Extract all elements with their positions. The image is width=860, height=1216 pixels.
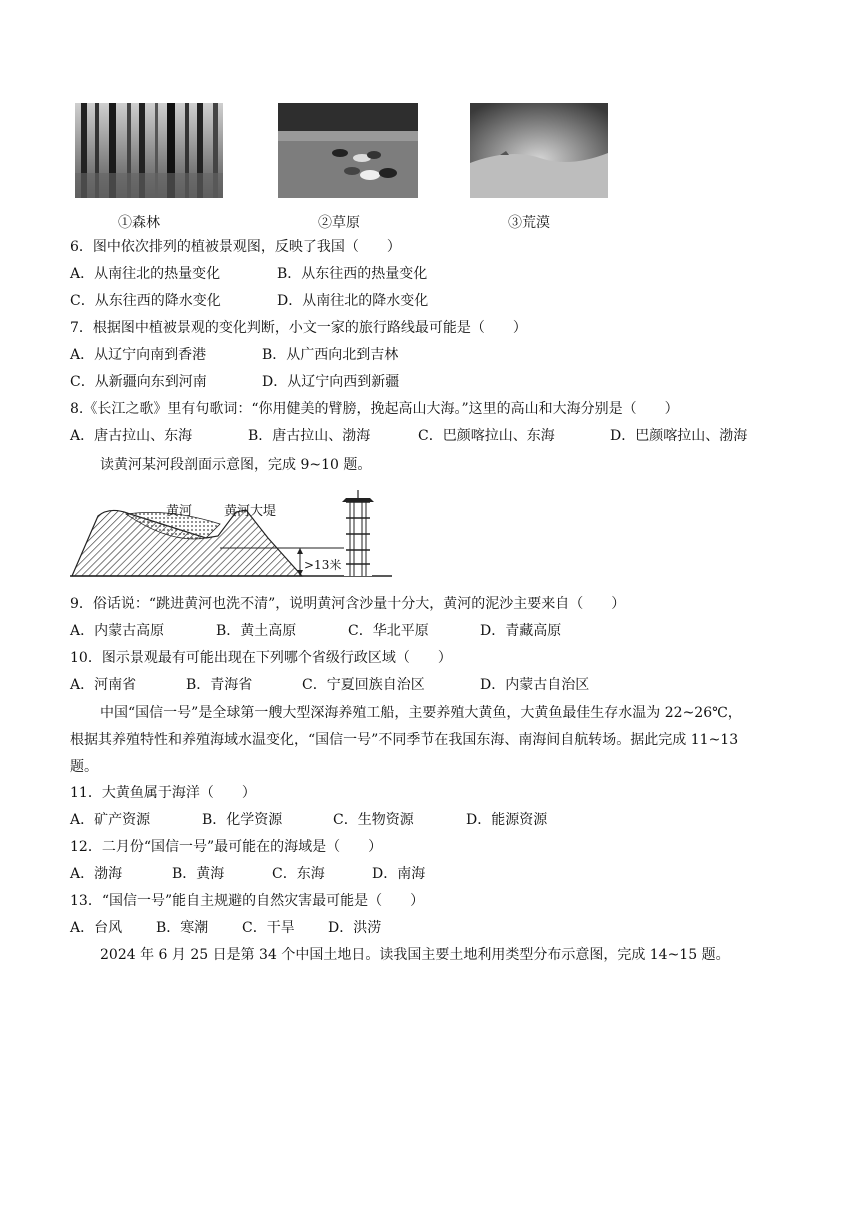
question-11-stem: 11．大黄鱼属于海洋（ ） xyxy=(70,785,256,801)
yellow-river-profile-figure xyxy=(70,488,400,582)
q7-option-d: D．从辽宁向西到新疆 xyxy=(262,374,400,390)
q13-option-d: D．洪涝 xyxy=(328,920,382,936)
question-6-stem: 6．图中依次排列的植被景观图，反映了我国（ ） xyxy=(70,239,401,255)
q9-option-c: C．华北平原 xyxy=(348,623,429,639)
desert-photo xyxy=(470,103,608,198)
q7-option-a: A．从辽宁向南到香港 xyxy=(70,347,207,363)
question-9-stem: 9．俗话说：“跳进黄河也洗不清”，说明黄河含沙量十分大，黄河的泥沙主要来自（ ） xyxy=(70,596,626,612)
q8-option-c: C．巴颜喀拉山、东海 xyxy=(418,428,555,444)
q12-option-b: B．黄海 xyxy=(172,866,225,882)
q9-option-a: A．内蒙古高原 xyxy=(70,623,165,639)
q10-option-c: C．宁夏回族自治区 xyxy=(302,677,425,693)
q13-option-c: C．干旱 xyxy=(242,920,295,936)
question-13-stem: 13．“国信一号”能自主规避的自然灾害最可能是（ ） xyxy=(70,893,425,909)
figure-label-levee: 黄河大堤 xyxy=(224,504,277,519)
photo-caption-forest: ①森林 xyxy=(118,215,160,231)
q11-option-a: A．矿产资源 xyxy=(70,812,151,828)
q6-option-c: C．从东往西的降水变化 xyxy=(70,293,221,309)
q8-option-d: D．巴颜喀拉山、渤海 xyxy=(610,428,748,444)
q6-option-b: B．从东往西的热量变化 xyxy=(277,266,428,282)
intro-14-15: 2024 年 6 月 25 日是第 34 个中国土地日。读我国主要土地利用类型分布示意图，完成 14~15 题。 xyxy=(100,947,730,963)
q9-option-b: B．黄土高原 xyxy=(216,623,297,639)
question-7-stem: 7．根据图中植被景观的变化判断，小文一家的旅行路线最可能是（ ） xyxy=(70,320,527,336)
figure-label-height: >13米 xyxy=(304,558,342,572)
q11-option-c: C．生物资源 xyxy=(333,812,414,828)
grassland-photo xyxy=(278,103,418,198)
figure-label-river: 黄河 xyxy=(166,504,193,519)
forest-photo xyxy=(75,103,223,198)
question-10-stem: 10．图示景观最有可能出现在下列哪个省级行政区域（ ） xyxy=(70,650,452,666)
q8-option-a: A．唐古拉山、东海 xyxy=(70,428,193,444)
q12-option-d: D．南海 xyxy=(372,866,426,882)
q6-option-a: A．从南往北的热量变化 xyxy=(70,266,221,282)
question-8-stem: 8.《长江之歌》里有句歌词：“你用健美的臂膀，挽起高山大海。”这里的高山和大海分别是（ ） xyxy=(70,401,679,417)
intro-9-10: 读黄河某河段剖面示意图，完成 9~10 题。 xyxy=(100,457,372,473)
q9-option-d: D．青藏高原 xyxy=(480,623,562,639)
q7-option-b: B．从广西向北到吉林 xyxy=(262,347,399,363)
intro-11-13-line3: 题。 xyxy=(70,759,98,775)
q10-option-d: D．内蒙古自治区 xyxy=(480,677,590,693)
intro-11-13-line2: 根据其养殖特性和养殖海域水温变化，“国信一号”不同季节在我国东海、南海间自航转场。据此完成 11~13 xyxy=(70,732,739,748)
q8-option-b: B．唐古拉山、渤海 xyxy=(248,428,371,444)
q11-option-b: B．化学资源 xyxy=(202,812,283,828)
q6-option-d: D．从南往北的降水变化 xyxy=(277,293,429,309)
q10-option-a: A．河南省 xyxy=(70,677,137,693)
q7-option-c: C．从新疆向东到河南 xyxy=(70,374,207,390)
question-12-stem: 12．二月份“国信一号”最可能在的海域是（ ） xyxy=(70,839,383,855)
q12-option-a: A．渤海 xyxy=(70,866,123,882)
photo-caption-desert: ③荒漠 xyxy=(508,215,550,231)
photo-caption-grassland: ②草原 xyxy=(318,215,360,231)
q12-option-c: C．东海 xyxy=(272,866,325,882)
q10-option-b: B．青海省 xyxy=(186,677,253,693)
intro-11-13-line1: 中国“国信一号”是全球第一艘大型深海养殖工船，主要养殖大黄鱼，大黄鱼最佳生存水温为 22~26℃， xyxy=(100,705,742,721)
q13-option-a: A．台风 xyxy=(70,920,123,936)
q13-option-b: B．寒潮 xyxy=(156,920,209,936)
q11-option-d: D．能源资源 xyxy=(466,812,548,828)
